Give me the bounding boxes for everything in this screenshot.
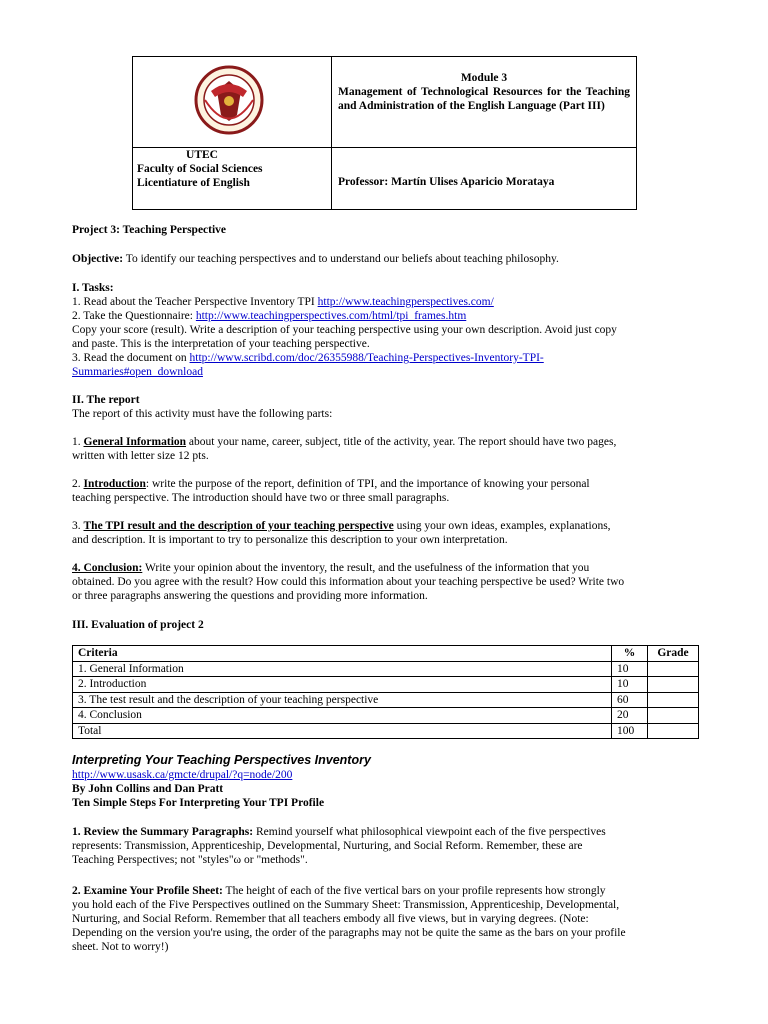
evaluation-header-row: [73, 646, 699, 662]
interpreting-subtitle: Ten Simple Steps For Interpreting Your TPI Profile: [72, 797, 325, 809]
scribd-link[interactable]: http://www.scribd.com/doc/26355988/Teaching-Perspectives-Inventory-TPI-: [189, 352, 544, 364]
evaluation-heading: III. Evaluation of project 2: [72, 619, 204, 631]
objective-text: To identify our teaching perspectives and to understand our beliefs about teaching philosophy.: [123, 253, 559, 265]
report-part-1: 1. General Information about your name, career, subject, title of the activity, year. The report should have two pages, written with letter size 12 pts.: [72, 436, 617, 462]
evaluation-table: [72, 645, 699, 739]
scribd-link-cont[interactable]: Summaries#open_download: [72, 366, 203, 378]
professor-cell: [332, 148, 637, 210]
task-item-3-cont: [72, 365, 702, 379]
copy-instructions-line2: and paste. This is the interpretation of your teaching perspective.: [72, 338, 370, 350]
header-table: [132, 56, 637, 210]
task-item-3: 3. Read the document on http://www.scribd.com/doc/26355988/Teaching-Perspectives-Inventory-TPI-: [72, 352, 544, 364]
percent-header: %: [612, 646, 648, 662]
criteria-header: Criteria: [73, 646, 612, 662]
step-1-title: 1. Review the Summary Paragraphs:: [72, 826, 254, 838]
task-item-2: 2. Take the Questionnaire: http://www.teachingperspectives.com/html/tpi_frames.htm: [72, 310, 467, 322]
interpreting-section: [72, 752, 712, 810]
interpreting-heading: Interpreting Your Teaching Perspectives Inventory: [72, 753, 371, 767]
module-label: Module 3: [460, 72, 508, 84]
table-row: 3. The test result and the description of your teaching perspective 60: [73, 692, 699, 708]
copy-instructions-line1: Copy your score (result). Write a description of your teaching perspective using your own description. Avoid just copy: [72, 324, 617, 336]
report-intro: The report of this activity must have the following parts:: [72, 408, 333, 420]
questionnaire-link[interactable]: http://www.teachingperspectives.com/html/tpi_frames.htm: [195, 310, 467, 322]
authors: By John Collins and Dan Pratt: [72, 783, 224, 795]
table-row: Total 100: [73, 723, 699, 739]
course-title: Management of Technological Resources for the Teaching and Administration of the English Language (Part III): [338, 86, 630, 112]
usask-link[interactable]: http://www.usask.ca/gmcte/drupal/?q=node/200: [72, 769, 293, 781]
table-row: 2. Introduction 10: [73, 677, 699, 693]
tpi-result-title: The TPI result and the description of your teaching perspective: [83, 520, 394, 532]
professor-name: Professor: Martín Ulises Aparicio Morataya: [338, 176, 555, 188]
table-row: 1. General Information 10: [73, 661, 699, 677]
report-part-4: 4. Conclusion: Write your opinion about the inventory, the result, and the usefulness of the information that you obtained. Do you agree with the result? How could this information about your teaching perspective be used? Write two or three paragraphs answering the questions and providing more information.: [72, 562, 625, 602]
step-2-title: 2. Examine Your Profile Sheet:: [72, 885, 223, 897]
step-1: 1. Review the Summary Paragraphs: Remind yourself what philosophical viewpoint each of the five perspectives represents: Transmission, Apprenticeship, Developmental, Nurturing, and Social Reform. Remember, these are Teaching Perspectives; not "styles"ω or "methods".: [72, 826, 606, 866]
general-information-title: General Information: [83, 436, 187, 448]
objective: [72, 252, 559, 266]
grade-header: Grade: [648, 646, 699, 662]
university-seal-logo: [133, 57, 331, 143]
report-part-2: 2. Introduction: write the purpose of the report, definition of TPI, and the importance of knowing your personal teaching perspective. The introduction should have two or three small paragraphs.: [72, 478, 590, 504]
project-title: Project 3: Teaching Perspective: [72, 224, 227, 236]
tpi-link[interactable]: http://www.teachingperspectives.com/: [317, 296, 494, 308]
report-section: [72, 393, 702, 421]
objective-label: Objective:: [72, 253, 124, 265]
task-item-1: 1. Read about the Teacher Perspective Inventory TPI http://www.teachingperspectives.com/: [72, 296, 494, 308]
institution-cell: [133, 148, 332, 210]
report-part-3: 3. The TPI result and the description of your teaching perspective using your own ideas, examples, explanations, and description. It is important to try to personalize this description to your own interpretation.: [72, 520, 611, 546]
program-name: Licentiature of English: [137, 177, 250, 189]
logo-cell: [133, 57, 332, 148]
table-row: 4. Conclusion 20: [73, 708, 699, 724]
institution-name: UTEC: [186, 149, 218, 161]
report-heading: II. The report: [72, 394, 140, 406]
introduction-title: Introduction: [83, 478, 146, 490]
faculty-name: Faculty of Social Sciences: [137, 163, 263, 175]
tasks-section: [72, 281, 702, 379]
conclusion-title: 4. Conclusion:: [72, 562, 143, 574]
tasks-heading: I. Tasks:: [72, 282, 114, 294]
course-info-cell: [332, 57, 637, 148]
step-2: 2. Examine Your Profile Sheet: The height of each of the five vertical bars on your profile represents how strongly you hold each of the Five Perspectives outlined on the Summary Sheet: Transmission, Apprenticeship, Developmental, Nurturing, and Social Reform. Remember that all teachers embody all five views, but in varying degrees. (Note: Depending on the version you're using, the order of the paragraphs may not be quite the same as the bars on your profile sheet. Not to worry!): [72, 885, 626, 953]
